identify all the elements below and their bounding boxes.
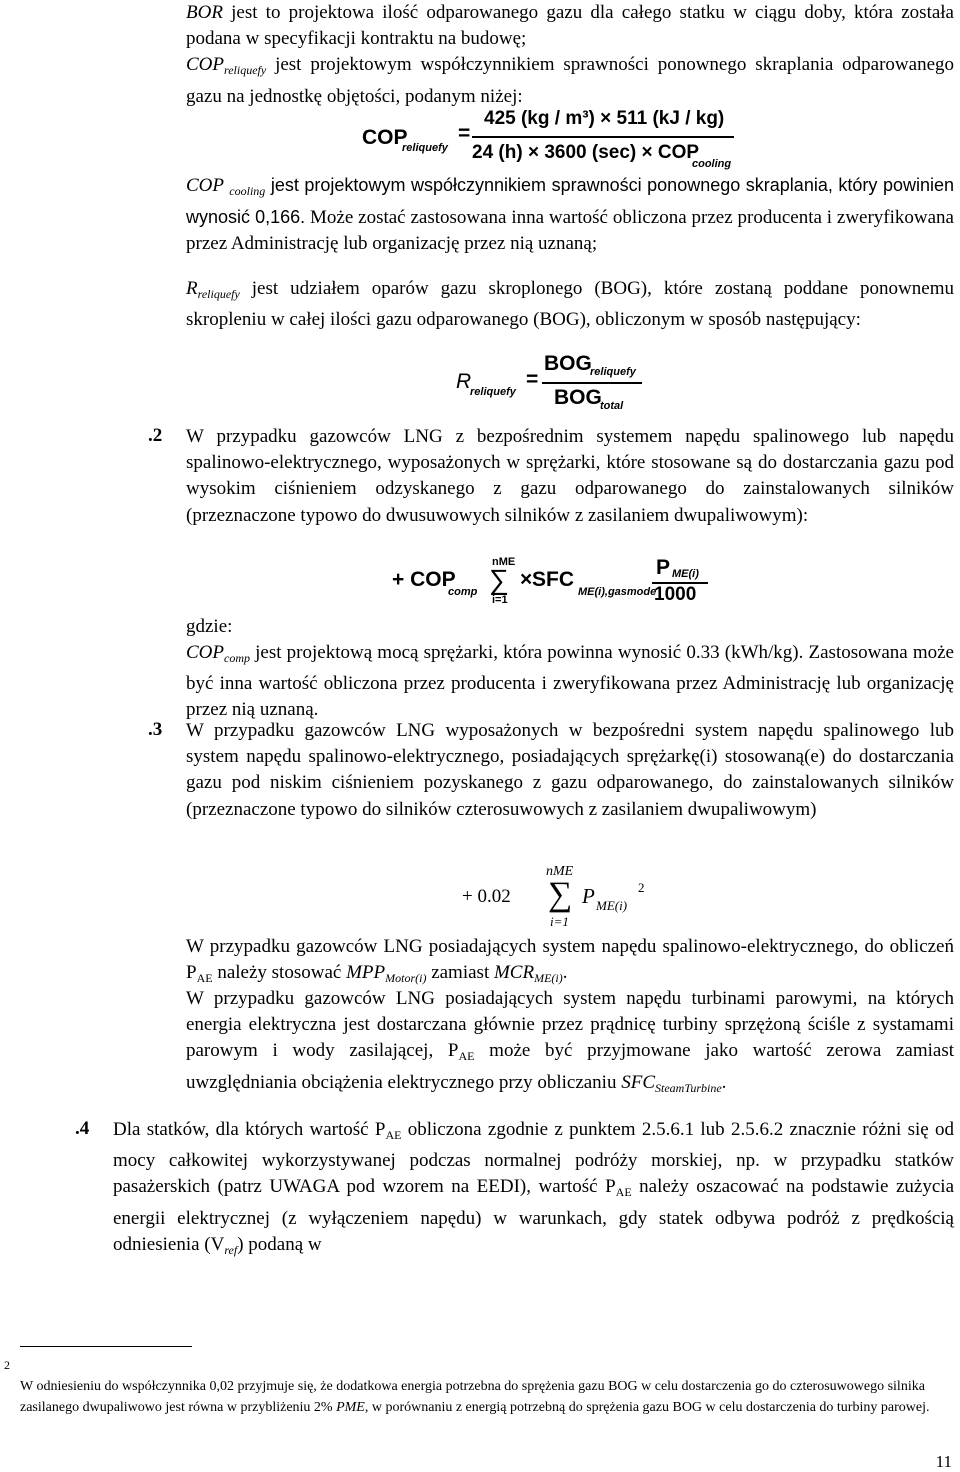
note1-mpp: MPP (346, 962, 386, 984)
formula-cop-comp (392, 556, 712, 610)
formula3-prefix-sub: comp (448, 586, 478, 598)
note2-text-b: może być przyjmowane jako wartość zerowa zamiast uwzględniania obciążenia elektrycznego przy obliczaniu (186, 1040, 954, 1093)
cop-cooling-term: COP (186, 175, 224, 196)
note1-text-a: W przypadku gazowców LNG posiadających system napędu spalinowo-elektrycznego, do obliczeń P (186, 936, 954, 984)
r-reliquefy-sub: reliquefy (197, 287, 240, 301)
section4-text-d: ) podaną w (237, 1233, 322, 1255)
formula3-frac-num-sub: ME(i) (672, 568, 699, 580)
footnote-mark: 2 (4, 1358, 10, 1372)
formula1-numerator: 425 (kg / m³) × 511 (kJ / kg) (484, 108, 725, 129)
formula3-frac-num: P (656, 556, 671, 579)
section-3-paragraph: W przypadku gazowców LNG wyposażonych w bezpośredni system napędu spalinowego lub system napędu spalinowo-elektrycznego, posiadających sprężarkę(i) stosowaną(e) do dostarczania gazu pod niskim ciśnieniem pozyskanego z gazu odparowanego, do zainstalowanych silników (przeznaczone typowo do silników czterosuwowych z zasilaniem dwupaliwowym) (186, 720, 954, 820)
r-reliquefy-definition: jest udziałem oparów gazu skroplonego (BOG), które zostaną poddane ponownemu skropleniu w całej ilości gazu odparowanego (BOG), obliczonym w sposób następujący: (186, 278, 954, 331)
cop-reliquefy-term: COP (186, 54, 224, 76)
cop-reliquefy-definition: jest projektowym współczynnikiem sprawności ponownego skraplania odparowanego gazu na jednostkę objętości, podanym niżej: (186, 54, 954, 107)
formula1-eq: = (458, 122, 471, 145)
cop-comp-term: COP (186, 642, 224, 663)
formula2-lhs: R (456, 370, 472, 393)
footnote-text-a: W odniesieniu do współczynnika 0,02 przyjmuje się, że dodatkowa energia potrzebna do sprężenia gazu BOG w celu dostarczenia go do czterosuwowego silnika zasilanego dwupaliwowo jest równa w przybliżeniu 2% (20, 1379, 925, 1415)
formula3-times: × (520, 568, 533, 591)
bor-term: BOR (186, 2, 223, 23)
section-2-number: .2 (148, 425, 163, 446)
section-4-paragraph (113, 1117, 954, 1263)
section-3-number: .3 (148, 719, 163, 740)
note2-pae-sub: AE (458, 1049, 475, 1064)
cop-cooling-paragraph (186, 172, 954, 258)
section4-text-a: Dla statków, dla których wartość P (113, 1119, 386, 1140)
formula4-prefix: + 0.02 (462, 886, 511, 907)
note1-mcr: MCR (493, 962, 535, 984)
cop-comp-sub: comp (224, 651, 250, 665)
note-steam-paragraph (186, 986, 954, 1101)
formula4-sum-bottom: i=1 (550, 914, 569, 929)
formula3-sum-bottom: i=1 (492, 594, 508, 606)
formula-r-reliquefy (456, 352, 656, 414)
section4-pae-sub-2: AE (615, 1185, 632, 1200)
formula2-fraction-bar (542, 382, 642, 384)
bor-definition: jest to projektowa ilość odparowanego gazu dla całego statku w ciągu doby, która została podana w specyfikacji kontraktu na budowę; (186, 2, 954, 50)
formula2-lhs-sub: reliquefy (470, 386, 516, 398)
formula3-term: SFC (532, 568, 574, 591)
formula2-num-sub: reliquefy (590, 366, 636, 378)
formula4-term-sub: ME(i) (596, 898, 628, 913)
where-label: gdzie: (186, 616, 233, 637)
note1-mpp-sub: Motor(i) (385, 971, 427, 986)
formula3-frac-den: 1000 (654, 584, 697, 605)
note2-sfc-sub: SteamTurbine (655, 1080, 722, 1095)
footnote-pme: PME (336, 1400, 365, 1415)
note-electric-paragraph (186, 934, 954, 991)
footnote-text (20, 1376, 940, 1418)
intro-paragraph (186, 0, 954, 110)
note1-text-c: zamiast (426, 962, 494, 984)
formula1-denominator-sub: cooling (692, 158, 732, 170)
note2-text-a: W przypadku gazowców LNG posiadających system napędu turbinami parowymi, na których energia elektryczna jest dostarczana głównie przez prądnicę turbiny sprzężoną ściśle z systamami parowym i wody zasilającej, P (186, 988, 954, 1062)
formula3-prefix: + COP (392, 568, 456, 591)
cop-cooling-sub: cooling (229, 184, 266, 198)
footnote-reference: 2 (638, 880, 645, 895)
formula3-sum-top: nME (492, 556, 516, 568)
note1-mcr-sub: ME(i) (534, 971, 563, 986)
sigma-icon: ∑ (548, 876, 573, 913)
cop-comp-paragraph (186, 640, 954, 724)
note2-sfc: SFC (621, 1071, 655, 1093)
section-2-paragraph: W przypadku gazowców LNG z bezpośrednim systemem napędu spalinowego lub napędu spalinowo-elektrycznego, wyposażonych w sprężarki, które stosowane są do dostarczania gazu pod wysokim ciśnieniem odzyskanego z gazu odparowanego do zainstalowanych silników (przeznaczone typowo do dwusuwowych silników z zasilaniem dwupaliwowym): (186, 426, 954, 526)
formula4-sum-top: nME (546, 864, 574, 879)
note1-text-b: należy stosować (212, 962, 347, 984)
sigma-icon: ∑ (489, 564, 509, 595)
formula2-den-sub: total (600, 400, 624, 412)
note1-pae-sub: AE (196, 971, 213, 986)
formula-pme-sum (462, 864, 662, 930)
formula1-fraction-bar (472, 136, 734, 138)
cop-cooling-definition: jest projektowym współczynnikiem sprawności ponownego skraplania, który powinien wynosić 0,166. (186, 175, 954, 228)
formula3-term-sub: ME(i),gasmode (578, 586, 657, 598)
formula2-num: BOG (544, 352, 592, 375)
page-number: 11 (935, 1452, 952, 1471)
section4-vref-sub: ref (224, 1242, 238, 1257)
section4-text-c: należy oszacować na podstawie zużycia energii elektrycznej (z wyłączeniem napędu) w warunkach, gdy statek odbywa podróż z prędkością odniesienia (V (113, 1176, 955, 1255)
cop-reliquefy-sub: reliquefy (224, 63, 267, 78)
formula2-eq: = (526, 368, 539, 391)
footnote-text-b: , w porównaniu z energią potrzebną do sprężenia gazu BOG w celu dostarczenia do turbiny parowej. (364, 1400, 930, 1415)
formula1-lhs: COP (362, 126, 408, 149)
section4-text-b: obliczona zgodnie z punktem 2.5.6.1 lub 2.5.6.2 znacznie różni się od mocy całkowitej wykorzystywanej podczas normalnej podróży morskiej, np. w przypadku statków pasażerskich (patrz UWAGA pod wzorem na EEDI), wartość P (113, 1119, 955, 1198)
section4-pae-sub-1: AE (385, 1128, 402, 1142)
r-reliquefy-paragraph (186, 276, 954, 333)
cop-cooling-note: Może zostać zastosowana inna wartość obliczona przez producenta i zweryfikowana przez Administrację lub organizację przez nią uznaną; (186, 207, 954, 255)
cop-comp-definition: jest projektową mocą sprężarki, która powinna wynosić 0.33 (kWh/kg). Zastosowana może być inna wartość obliczona przez producenta i zweryfikowana przez Administrację lub organizację przez nią uznaną. (186, 642, 954, 721)
formula-cop-reliquefy (362, 108, 742, 168)
r-reliquefy-term: R (186, 278, 198, 299)
note2-text-c: . (721, 1071, 727, 1093)
footnote-separator (20, 1346, 192, 1347)
section-4-number: .4 (75, 1118, 90, 1139)
note1-text-d: . (562, 962, 568, 984)
formula2-den: BOG (554, 386, 602, 409)
formula4-term: P (582, 884, 595, 908)
formula1-denominator: 24 (h) × 3600 (sec) × COP (472, 142, 700, 163)
formula1-lhs-sub: reliquefy (402, 142, 448, 154)
